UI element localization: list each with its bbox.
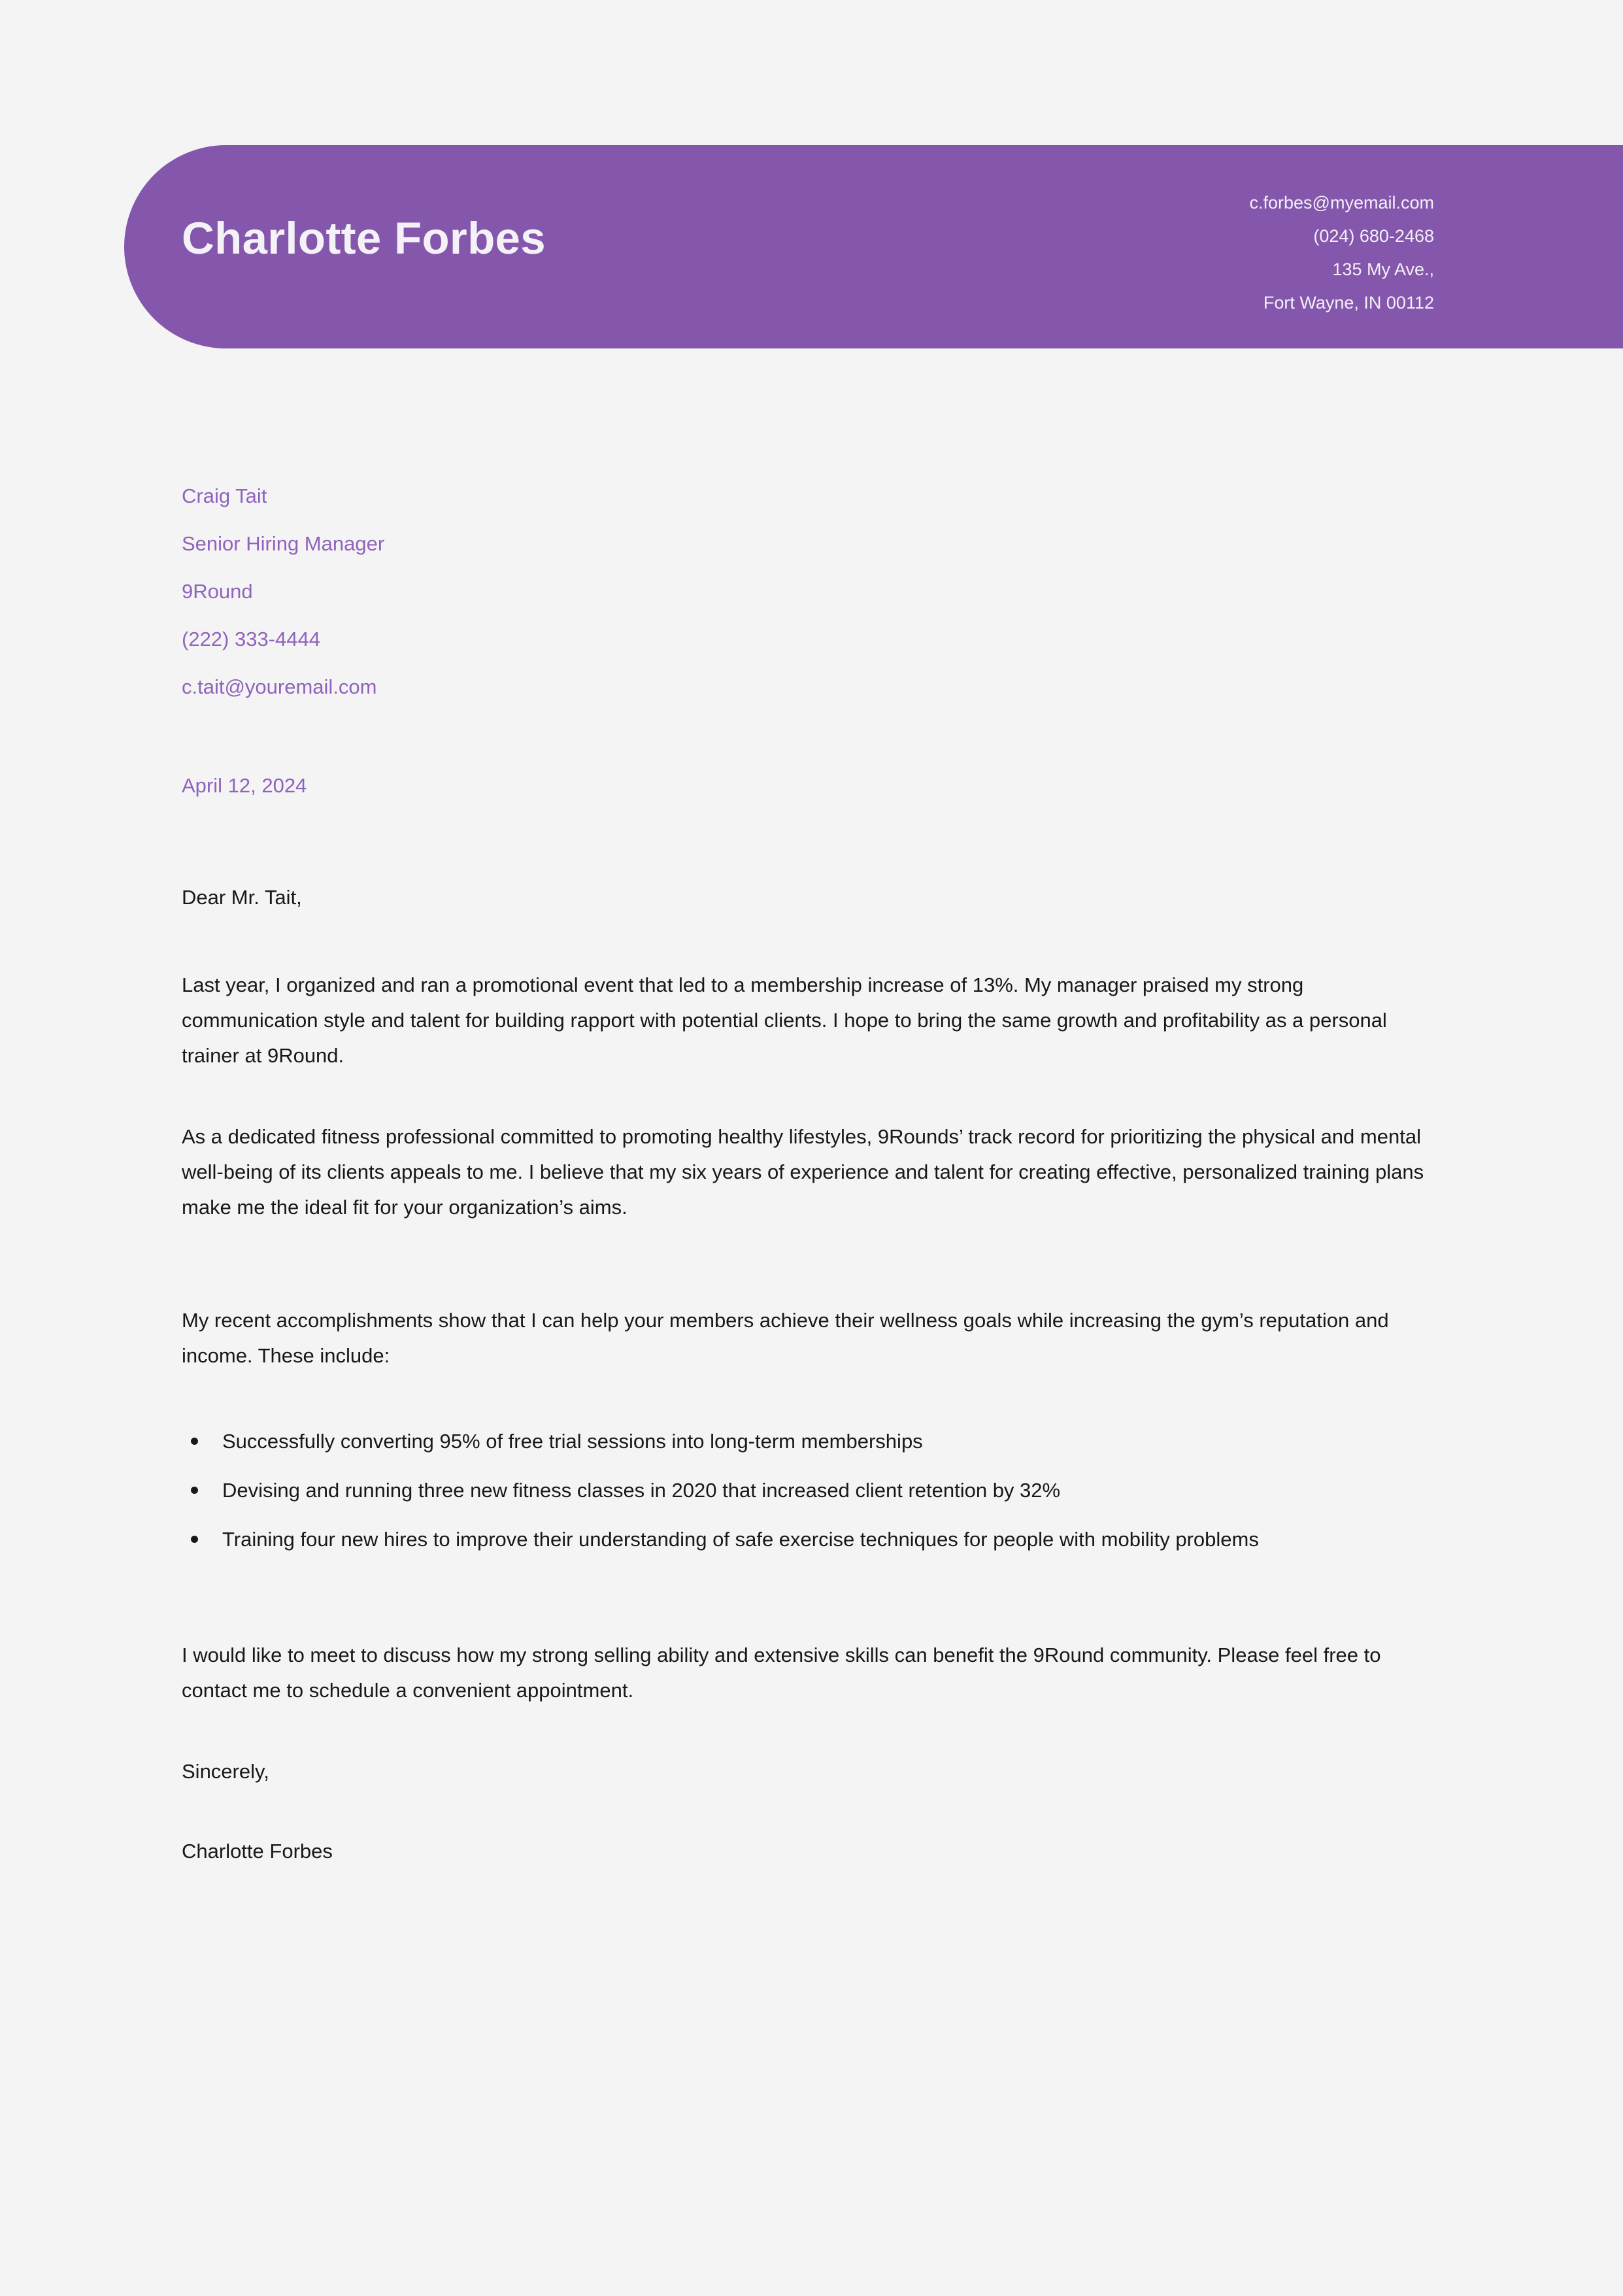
page-title: Charlotte Forbes xyxy=(182,213,546,263)
bullet-dot-icon xyxy=(191,1438,198,1445)
letter-paragraph-3: My recent accomplishments show that I can help your members achieve their wellness goals while increasing the gym’s reputation and income. These include: xyxy=(182,1309,1389,1367)
bullet-dot-icon xyxy=(191,1536,198,1543)
list-item xyxy=(182,1522,1427,1557)
accomplishments-list xyxy=(182,1424,1427,1571)
letter-signoff: Sincerely, xyxy=(182,1760,269,1783)
contact-email: c.forbes@myemail.com xyxy=(1249,193,1434,212)
letter-salutation: Dear Mr. Tait, xyxy=(182,886,302,909)
recipient-title: Senior Hiring Manager xyxy=(182,532,385,555)
list-item-label: Devising and running three new fitness classes in 2020 that increased client retention by 32% xyxy=(222,1479,1061,1502)
recipient-company: 9Round xyxy=(182,580,253,603)
letter-paragraph-2: As a dedicated fitness professional committed to promoting healthy lifestyles, 9Rounds’ track record for prioritizing the physical and mental well-being of its clients appeals to me. I believe that my six years of experience and talent for creating effective, personalized training plans make me the ideal fit for your organization’s aims. xyxy=(182,1125,1424,1219)
recipient-block xyxy=(182,472,1427,711)
list-item-label: Successfully converting 95% of free trial sessions into long-term memberships xyxy=(222,1430,923,1453)
bullet-dot-icon xyxy=(191,1487,198,1494)
list-item xyxy=(182,1473,1427,1508)
recipient-email: c.tait@youremail.com xyxy=(182,675,377,698)
list-item-label: Training four new hires to improve their understanding of safe exercise techniques for people with mobility problems xyxy=(222,1528,1259,1551)
contact-address-line2: Fort Wayne, IN 00112 xyxy=(1263,293,1434,312)
contact-address-line1: 135 My Ave., xyxy=(1332,260,1434,279)
contact-phone: (024) 680-2468 xyxy=(1313,226,1434,246)
letter-date: April 12, 2024 xyxy=(182,774,307,797)
recipient-name: Craig Tait xyxy=(182,484,267,507)
letter-signature: Charlotte Forbes xyxy=(182,1840,333,1863)
letter-paragraph-4: I would like to meet to discuss how my strong selling ability and extensive skills can benefit the 9Round community. Please feel free to contact me to schedule a convenient appointment. xyxy=(182,1644,1381,1702)
header-banner xyxy=(124,145,1623,348)
recipient-phone: (222) 333-4444 xyxy=(182,628,320,650)
header-contact-block xyxy=(1250,186,1434,320)
letter-paragraph-1: Last year, I organized and ran a promotional event that led to a membership increase of 13%. My manager praised my strong communication style and talent for building rapport with potential clients. I hope to bring the same growth and profitability as a personal trainer at 9Round. xyxy=(182,973,1387,1067)
list-item xyxy=(182,1424,1427,1459)
